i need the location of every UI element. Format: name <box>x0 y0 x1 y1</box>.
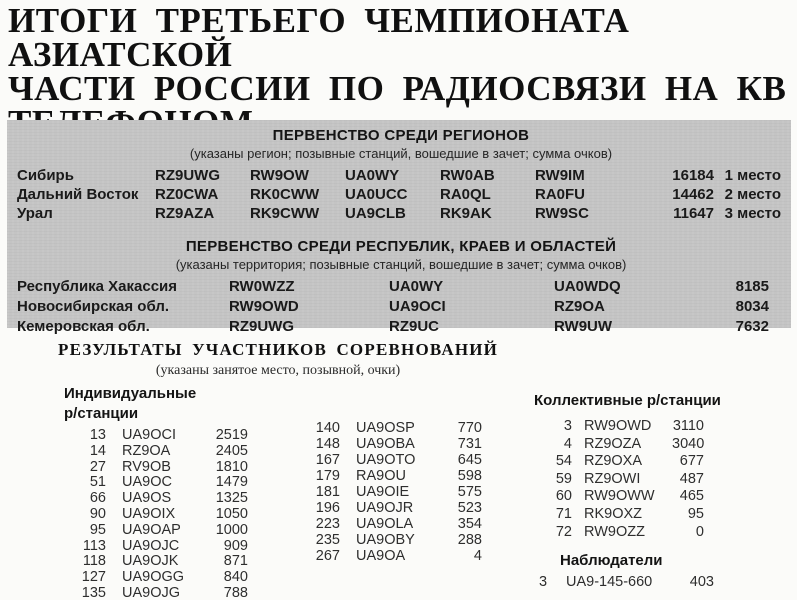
results-header <box>58 340 498 379</box>
observer-place: 3 <box>539 574 548 591</box>
region-callsign: UA0UCC <box>345 186 408 203</box>
observer-callsign: UA9-145-660 <box>566 574 653 591</box>
result-row <box>298 548 498 564</box>
result-callsign: UA9OLA <box>356 516 414 532</box>
result-score: 1479 <box>215 474 248 491</box>
individual-heading-line-2: р/станции <box>64 405 139 422</box>
result-score: 354 <box>457 516 482 532</box>
result-place: 181 <box>315 484 340 500</box>
result-row <box>298 436 498 452</box>
result-score: 465 <box>679 488 704 505</box>
individual-heading <box>64 384 264 424</box>
result-place: 13 <box>89 427 106 443</box>
result-place: 95 <box>89 521 106 538</box>
result-row <box>534 471 749 489</box>
territory-callsign: UA0WDQ <box>554 278 621 295</box>
result-place: 59 <box>555 470 572 487</box>
result-place: 3 <box>563 418 572 434</box>
result-score: 1000 <box>215 521 248 538</box>
result-row <box>64 554 264 570</box>
individual-results-list-1 <box>64 428 264 600</box>
collective-heading: Коллективные р/станции <box>534 392 721 409</box>
result-place: 140 <box>315 420 340 436</box>
region-callsign: RZ0CWA <box>155 186 219 203</box>
result-score: 95 <box>687 505 704 522</box>
result-callsign: RW9OZZ <box>584 523 645 540</box>
territory-callsign: RW0WZZ <box>229 278 295 295</box>
collective-stations-column <box>534 391 749 590</box>
regions-section-title: ПЕРВЕНСТВО СРЕДИ РЕГИОНОВ <box>272 127 530 144</box>
region-callsign: RK9CWW <box>250 205 320 222</box>
result-callsign: UA9OSP <box>356 420 415 436</box>
region-callsign: RA0QL <box>440 186 491 203</box>
result-callsign: UA9OIE <box>356 484 410 500</box>
result-score: 1810 <box>215 458 248 475</box>
territory-name: Новосибирская обл. <box>17 298 170 315</box>
territory-name: Республика Хакассия <box>17 278 178 295</box>
territories-section-title: ПЕРВЕНСТВО СРЕДИ РЕСПУБЛИК, КРАЕВ И ОБЛАСТЕЙ <box>185 238 617 255</box>
region-callsign: RA0FU <box>535 186 586 203</box>
region-callsign: RZ9UWG <box>155 167 220 184</box>
regions-section <box>17 127 785 223</box>
result-place: 54 <box>555 453 572 470</box>
result-row <box>534 453 749 471</box>
territory-table-row <box>17 277 785 297</box>
results-title: РЕЗУЛЬТАТЫ УЧАСТНИКОВ СОРЕВНОВАНИЙ <box>58 340 499 359</box>
territory-score: 8034 <box>735 298 769 315</box>
result-callsign: UA9OCI <box>122 427 176 443</box>
observer-score: 403 <box>689 574 714 591</box>
result-row <box>64 570 264 586</box>
regions-table <box>17 166 785 223</box>
result-place: 71 <box>555 505 572 522</box>
region-table-row <box>17 185 785 204</box>
result-callsign: RZ9OXA <box>584 453 643 470</box>
region-callsign: RK9AK <box>440 205 492 222</box>
result-score: 871 <box>223 553 248 570</box>
region-callsign: RZ9AZA <box>155 205 215 222</box>
region-table-row <box>17 166 785 185</box>
individual-stations-column-2 <box>298 420 498 564</box>
result-place: 72 <box>555 523 572 540</box>
result-score: 909 <box>223 537 248 554</box>
territory-callsign: UA0WY <box>389 278 444 295</box>
result-place: 135 <box>81 584 106 600</box>
result-row <box>298 452 498 468</box>
region-place: 1 место <box>724 167 781 184</box>
region-name: Сибирь <box>17 167 74 184</box>
territory-score: 7632 <box>735 318 769 335</box>
result-place: 90 <box>89 505 106 522</box>
region-place: 2 место <box>724 186 781 203</box>
result-score: 487 <box>679 470 704 487</box>
region-score: 14462 <box>672 186 714 203</box>
result-place: 235 <box>315 532 340 548</box>
result-place: 51 <box>89 474 106 491</box>
result-row <box>64 491 264 507</box>
region-score: 16184 <box>672 167 714 184</box>
result-place: 113 <box>82 537 106 554</box>
territory-score: 8185 <box>735 278 769 295</box>
result-callsign: UA9OJR <box>356 500 414 516</box>
result-row <box>298 500 498 516</box>
territory-callsign: RW9UW <box>554 318 613 335</box>
collective-results-list <box>534 418 749 541</box>
result-callsign: UA9OJG <box>122 584 181 600</box>
result-place: 27 <box>89 458 106 475</box>
result-row <box>298 468 498 484</box>
result-callsign: RW9OWD <box>584 418 652 434</box>
territory-callsign: RW9OWD <box>229 298 299 315</box>
result-row <box>298 420 498 436</box>
region-score: 11647 <box>673 205 714 222</box>
region-callsign: RW0AB <box>440 167 495 184</box>
region-callsign: RW9IM <box>535 167 585 184</box>
territories-section <box>17 238 785 337</box>
territory-name: Кемеровская обл. <box>17 318 150 335</box>
regions-section-subtitle: (указаны регион; позывные станций, вошедшие в зачет; сумма очков) <box>189 146 613 161</box>
result-score: 4 <box>473 548 482 564</box>
result-row <box>64 539 264 555</box>
result-score: 575 <box>457 484 482 500</box>
result-callsign: UA9OC <box>122 474 172 491</box>
result-callsign: UA9OTO <box>356 452 416 468</box>
result-row <box>298 532 498 548</box>
result-callsign: UA9OBY <box>356 532 415 548</box>
result-row <box>64 444 264 460</box>
result-row <box>298 516 498 532</box>
result-callsign: RZ9OWI <box>584 470 641 487</box>
result-score: 2519 <box>215 427 248 443</box>
result-place: 179 <box>315 468 340 484</box>
result-score: 3040 <box>672 435 705 452</box>
result-row <box>64 460 264 476</box>
result-score: 2405 <box>215 442 248 459</box>
result-row <box>534 506 749 524</box>
result-place: 66 <box>89 490 106 507</box>
result-score: 3110 <box>672 418 704 434</box>
result-score: 598 <box>457 468 482 484</box>
result-row <box>64 586 264 600</box>
result-row <box>64 475 264 491</box>
territories-table <box>17 277 785 337</box>
result-score: 1325 <box>215 490 248 507</box>
region-callsign: RW9OW <box>250 167 309 184</box>
result-place: 14 <box>89 442 106 459</box>
result-row <box>534 418 749 436</box>
result-row <box>534 436 749 454</box>
result-score: 1050 <box>215 505 248 522</box>
result-place: 60 <box>555 488 572 505</box>
result-callsign: UA9OJK <box>122 553 179 570</box>
result-callsign: UA9OS <box>122 490 172 507</box>
result-row <box>64 428 264 444</box>
result-callsign: RZ9OZA <box>584 435 642 452</box>
result-callsign: RW9OWW <box>584 488 655 505</box>
territory-callsign: RZ9OA <box>554 298 605 315</box>
result-place: 127 <box>81 569 106 586</box>
result-score: 0 <box>695 523 704 540</box>
result-score: 840 <box>223 569 248 586</box>
result-row <box>64 507 264 523</box>
result-row <box>534 488 749 506</box>
result-row <box>298 484 498 500</box>
result-callsign: UA9OJC <box>122 537 180 554</box>
region-name: Дальний Восток <box>17 186 139 203</box>
result-score: 788 <box>223 584 248 600</box>
territories-section-subtitle: (указаны территория; позывные станций, вошедшие в зачет; сумма очков) <box>175 257 627 272</box>
result-score: 523 <box>457 500 482 516</box>
individual-stations-column-1 <box>64 384 264 600</box>
result-place: 223 <box>315 516 340 532</box>
result-place: 118 <box>82 553 106 570</box>
result-place: 148 <box>315 436 340 452</box>
results-subtitle: (указаны занятое место, позывной, очки) <box>155 363 401 378</box>
page-title-line-2: ЧАСТИ РОССИИ ПО РАДИОСВЯЗИ НА КВ <box>8 69 787 108</box>
result-callsign: UA9OA <box>356 548 406 564</box>
region-place: 3 место <box>724 205 781 222</box>
page-title-line-1: ИТОГИ ТРЕТЬЕГО ЧЕМПИОНАТА АЗИАТСКОЙ <box>8 1 630 74</box>
result-place: 4 <box>563 435 572 452</box>
result-callsign: RZ9OA <box>122 442 171 459</box>
individual-heading-line-1: Индивидуальные <box>64 385 197 402</box>
observers-heading: Наблюдатели <box>560 552 663 570</box>
individual-results-list-2 <box>298 420 498 564</box>
result-callsign: UA9OBA <box>356 436 415 452</box>
territory-table-row <box>17 297 785 317</box>
region-table-row <box>17 204 785 223</box>
result-callsign: RV9OB <box>122 458 171 475</box>
result-score: 731 <box>457 436 482 452</box>
result-place: 267 <box>315 548 340 564</box>
result-row <box>534 524 749 542</box>
result-score: 677 <box>679 453 704 470</box>
territory-callsign: UA9OCI <box>389 298 446 315</box>
territory-callsign: RZ9UWG <box>229 318 294 335</box>
region-callsign: UA0WY <box>345 167 400 184</box>
region-callsign: RK0CWW <box>250 186 320 203</box>
observer-row <box>534 574 749 590</box>
result-row <box>64 523 264 539</box>
result-callsign: UA9OAP <box>122 521 181 538</box>
territory-callsign: RZ9UC <box>389 318 440 335</box>
result-score: 645 <box>457 452 482 468</box>
result-score: 288 <box>457 532 482 548</box>
result-callsign: RA9OU <box>356 468 406 484</box>
observers-list <box>534 574 749 590</box>
result-place: 167 <box>315 452 340 468</box>
result-callsign: RK9OXZ <box>584 505 643 522</box>
result-score: 770 <box>457 420 482 436</box>
result-callsign: UA9OGG <box>122 569 185 586</box>
territory-table-row <box>17 317 785 337</box>
result-place: 196 <box>315 500 340 516</box>
region-name: Урал <box>17 205 53 222</box>
region-callsign: UA9CLB <box>345 205 406 222</box>
region-callsign: RW9SC <box>535 205 589 222</box>
standings-panel <box>7 120 791 335</box>
result-callsign: UA9OIX <box>122 505 176 522</box>
